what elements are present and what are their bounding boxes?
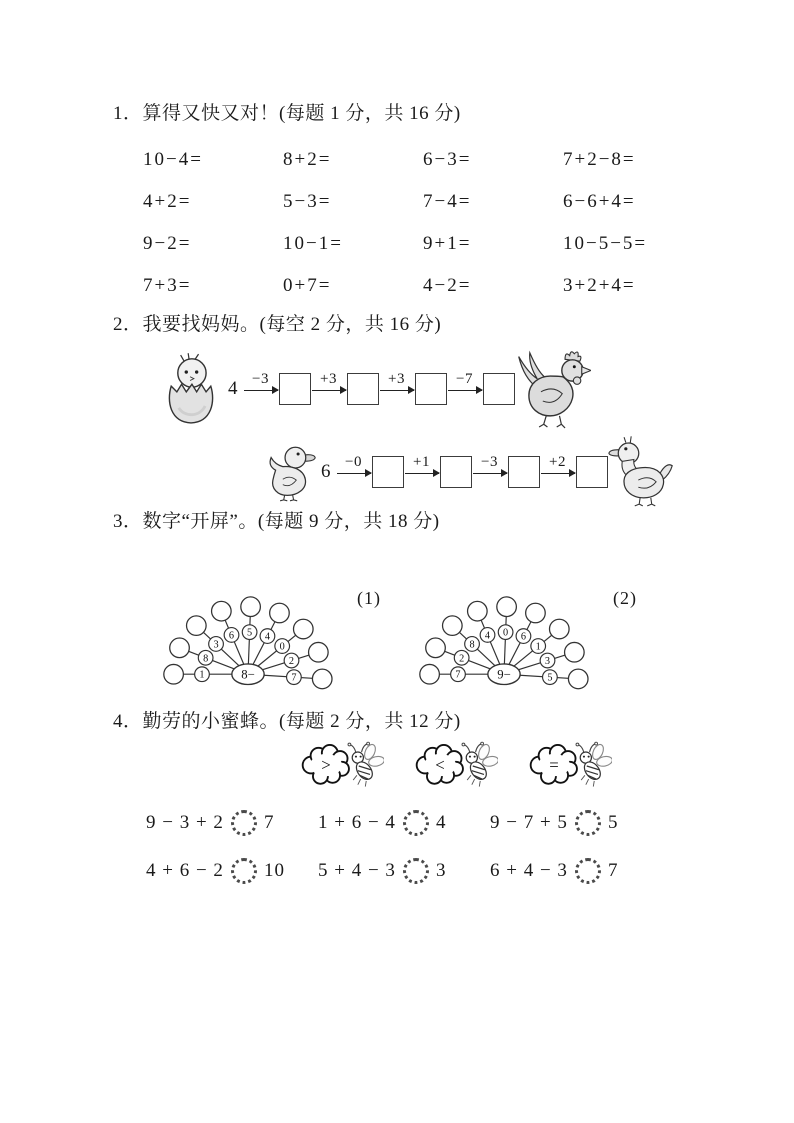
fan-answer-circle	[187, 615, 207, 635]
answer-box	[415, 373, 447, 405]
equation: 4−2=	[423, 275, 472, 297]
fan-section	[155, 582, 734, 694]
operation-arrow	[540, 455, 576, 475]
result-number: 7	[263, 811, 275, 833]
answer-box	[440, 456, 472, 488]
equation: 6−6+4=	[563, 191, 636, 213]
fan-number: 8	[469, 638, 475, 650]
fan-answer-circle	[170, 638, 190, 658]
arrow-line	[541, 473, 575, 475]
answer-box	[483, 373, 515, 405]
arrow-line	[473, 473, 507, 475]
fan-answer-circle	[468, 601, 488, 621]
fan-number: 3	[213, 638, 219, 650]
operation-label: +3	[388, 370, 405, 387]
answer-box	[576, 456, 608, 488]
operation-arrow	[472, 455, 508, 475]
equation: 10−1=	[283, 233, 343, 255]
answer-box	[279, 373, 311, 405]
wreath-circle	[231, 858, 257, 884]
section1-title: 1．算得又快又对！(每题 1 分，共 16 分)	[113, 103, 461, 124]
arrow-line	[380, 390, 414, 392]
arrow-line	[312, 390, 346, 392]
operation-arrow	[336, 455, 372, 475]
fan-number: 6	[520, 631, 527, 643]
bee-row	[298, 741, 734, 796]
fan-center: 9−	[497, 666, 511, 681]
result-number: 10	[263, 859, 285, 881]
fan-answer-circle	[565, 642, 585, 662]
comparison-symbol: <	[435, 755, 445, 775]
fan-diagram	[411, 582, 597, 694]
chain-row	[158, 346, 734, 432]
result-number: 3	[435, 859, 447, 881]
fan-answer-circle	[526, 603, 546, 623]
answer-box	[372, 456, 404, 488]
equation: 10−5−5=	[563, 233, 648, 255]
comparison-problem	[318, 810, 490, 836]
bee-icon	[298, 741, 384, 796]
expression: 4 + 6 − 2	[146, 859, 224, 881]
fan-answer-circle	[309, 642, 329, 662]
result-number: 5	[607, 811, 619, 833]
section3-title: 3．数字“开屏”。(每题 9 分，共 18 分)	[113, 511, 440, 533]
answer-box	[508, 456, 540, 488]
fan-number: 7	[455, 669, 461, 681]
chick-in-egg-icon	[158, 351, 224, 427]
expression: 9 − 7 + 5	[490, 811, 568, 833]
chain-section	[113, 346, 734, 510]
section2-title: 2．我要找妈妈。(每空 2 分，共 16 分)	[113, 314, 442, 336]
fan-number: 0	[503, 627, 509, 639]
fan-number: 1	[535, 641, 541, 653]
wreath-circle	[231, 810, 257, 836]
equation: 0+7=	[283, 275, 332, 297]
fan-number: 1	[199, 669, 205, 681]
fan-center: 8−	[241, 666, 255, 681]
arrow-line	[244, 390, 278, 392]
fan-number: 4	[264, 631, 271, 643]
chain-row	[263, 434, 734, 510]
fan-number: 2	[288, 655, 295, 667]
wreath-circle	[575, 858, 601, 884]
equation: 3+2+4=	[563, 275, 636, 297]
wreath-circle	[575, 810, 601, 836]
equation: 6−3=	[423, 149, 472, 171]
equation: 10−4=	[143, 149, 203, 171]
equation: 7−4=	[423, 191, 472, 213]
arrow-line	[337, 473, 371, 475]
fan-answer-circle	[420, 664, 440, 684]
fan-number: 0	[279, 641, 285, 653]
start-number: 6	[321, 461, 331, 483]
fan-answer-circle	[294, 619, 314, 639]
arrow-line	[405, 473, 439, 475]
equation: 9+1=	[423, 233, 472, 255]
comparison-symbol: =	[549, 755, 559, 775]
equation: 4+2=	[143, 191, 192, 213]
expression: 9 − 3 + 2	[146, 811, 224, 833]
operation-label: +1	[413, 453, 430, 470]
comparison-grid	[146, 810, 734, 884]
fan-number: 4	[484, 629, 491, 641]
equation-grid	[143, 149, 734, 297]
comparison-problem	[490, 810, 662, 836]
fan-number: 5	[547, 672, 553, 684]
equation: 7+3=	[143, 275, 192, 297]
bee-icon	[412, 741, 498, 796]
arrow-line	[448, 390, 482, 392]
equation: 7+2−8=	[563, 149, 636, 171]
wreath-circle	[403, 810, 429, 836]
section4-title: 4．勤劳的小蜜蜂。(每题 2 分，共 12 分)	[113, 710, 461, 732]
duckling-icon	[263, 441, 317, 503]
bee-icon	[526, 741, 612, 796]
fan-answer-circle	[443, 615, 463, 635]
fan-number: 3	[544, 655, 551, 667]
fan-answer-circle	[550, 619, 570, 639]
fan-answer-circle	[241, 596, 261, 616]
operation-arrow	[243, 372, 279, 392]
operation-arrow	[311, 372, 347, 392]
fan-number: 8	[203, 652, 209, 664]
comparison-problem	[146, 810, 318, 836]
operation-label: −0	[345, 453, 362, 470]
fan-diagram	[155, 582, 341, 694]
operation-arrow	[379, 372, 415, 392]
expression: 1 + 6 − 4	[318, 811, 396, 833]
fan-answer-circle	[312, 669, 332, 689]
operation-label: +2	[549, 453, 566, 470]
equation: 9−2=	[143, 233, 192, 255]
expression: 5 + 4 − 3	[318, 859, 396, 881]
fan-answer-circle	[497, 596, 517, 616]
expression: 6 + 4 − 3	[490, 859, 568, 881]
operation-arrow	[447, 372, 483, 392]
operation-label: −3	[252, 370, 269, 387]
hen-icon	[515, 346, 591, 432]
fan-answer-circle	[270, 603, 290, 623]
equation: 8+2=	[283, 149, 332, 171]
operation-arrow	[404, 455, 440, 475]
fan-number: 6	[228, 629, 235, 641]
fan-number: 5	[247, 627, 253, 639]
fan-number: 2	[459, 652, 465, 664]
wreath-circle	[403, 858, 429, 884]
fan-number: 7	[291, 672, 297, 684]
equation: 5−3=	[283, 191, 332, 213]
comparison-problem	[146, 858, 318, 884]
start-number: 4	[228, 378, 238, 400]
fan-label: (2)	[613, 587, 637, 608]
fan-answer-circle	[426, 638, 446, 658]
fan-answer-circle	[212, 601, 232, 621]
fan-answer-circle	[164, 664, 184, 684]
duck-icon	[608, 434, 674, 510]
answer-box	[347, 373, 379, 405]
comparison-symbol: >	[321, 755, 331, 775]
operation-label: −3	[481, 453, 498, 470]
result-number: 7	[607, 859, 619, 881]
operation-label: +3	[320, 370, 337, 387]
fan-answer-circle	[568, 669, 588, 689]
fan-label: (1)	[357, 587, 381, 608]
result-number: 4	[435, 811, 447, 833]
comparison-problem	[490, 858, 662, 884]
operation-label: −7	[456, 370, 473, 387]
comparison-problem	[318, 858, 490, 884]
